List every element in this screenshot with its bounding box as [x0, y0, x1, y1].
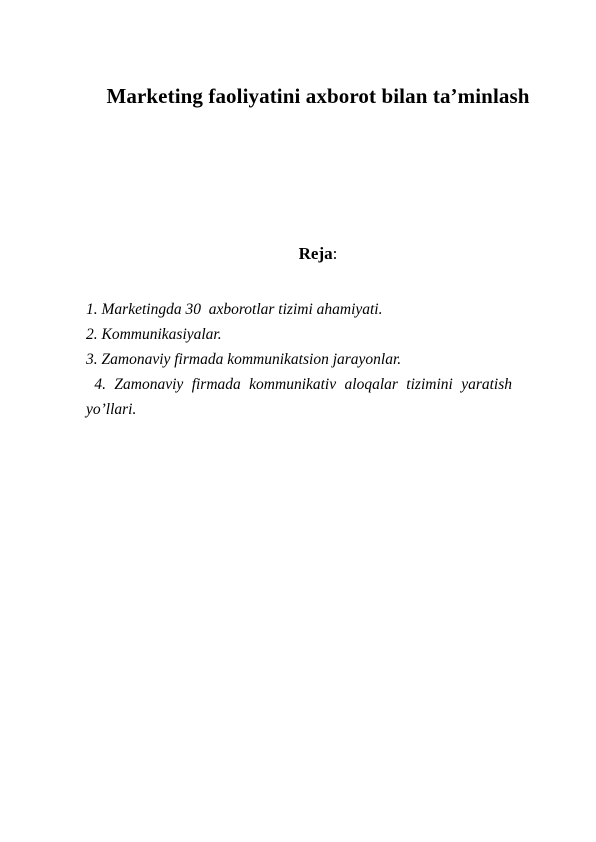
plan-heading-label: Reja	[298, 244, 333, 263]
plan-item-3: 3. Zamonaviy firmada kommunikatsion jarayonlar.	[86, 351, 402, 368]
plan-item-2: 2. Kommunikasiyalar.	[86, 326, 222, 343]
plan-item-4: 4. Zamonaviy firmada kommunikativ aloqalar tizimini yaratish yo’llari.	[86, 376, 516, 418]
plan-heading-colon: :	[332, 244, 338, 263]
document-title: Marketing faoliyatini axborot bilan ta’minlash	[106, 84, 530, 108]
plan-heading	[0, 244, 596, 264]
plan-list	[86, 297, 516, 422]
plan-item-1: 1. Marketingda 30 axborotlar tizimi ahamiyati.	[86, 301, 383, 318]
